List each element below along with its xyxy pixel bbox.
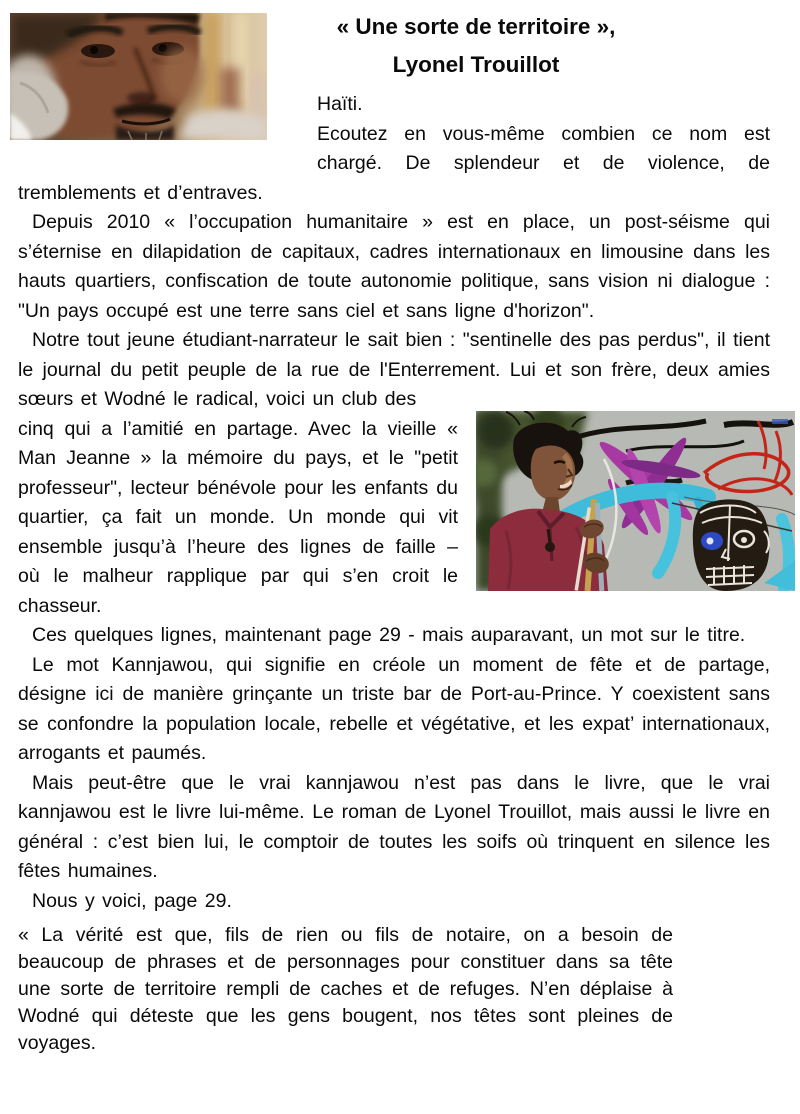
paragraph-narrateur-part2: cinq qui a l’amitié en partage. Avec la vieille « Man Jeanne » la mémoire du pays, et le "petit professeur", lecteur bénévole pour les enfants du quartier, ça fait un monde. Un monde qui vit ensemble jusqu’à l’heure des lignes de faille – où le malheur rapplique par qui s’en croit le chasseur. bbox=[18, 417, 458, 617]
paragraph-citation-page-29: « La vérité est que, fils de rien ou fils de notaire, on a besoin de beaucoup de phrases et de personnages pour constituer dans sa tête une sorte de territoire rempli de caches et de refuges. N’en déplaise à Wodné qui déteste que les gens bougent, nos têtes sont pleines de voyages. bbox=[18, 924, 673, 1054]
paragraph-nous-y-voici: Nous y voici, page 29. bbox=[32, 889, 232, 912]
author-photo bbox=[10, 13, 267, 140]
paragraph-ces-quelques-lignes: Ces quelques lignes, maintenant page 29 - mais auparavant, un mot sur le titre. bbox=[32, 624, 746, 646]
paragraph-depuis-2010: Depuis 2010 « l’occupation humanitaire » est en place, un post-séisme qui s’éternise en dilapidation de capitaux, cadres internationaux en limousine dans les hauts quartiers, confiscation de toute autonomie politique, sans vision ni dialogue : "Un pays occupé est une terre sans ciel et sans ligne d'horizon". bbox=[18, 211, 770, 322]
title-line-1: « Une sorte de territoire », bbox=[336, 14, 616, 39]
paragraph-narrateur-part1: Notre tout jeune étudiant-narrateur le sait bien : "sentinelle des pas perdus", il tient le journal du petit peuple de la rue de l'Enterrement. Lui et son frère, deux amies sœurs et Wodné le radical, voici un club des bbox=[18, 329, 770, 410]
paragraph-le-mot-kannjawou: Le mot Kannjawou, qui signifie en créole un moment de fête et de partage, désigne ici de manière grinçante un triste bar de Port-au-Prince. Y coexistent sans se confondre la population locale, rebelle et végétative, et les expat’ internationaux, arrogants et paumés. bbox=[18, 653, 770, 764]
mural-photo bbox=[476, 411, 795, 591]
paragraph-mais-peut-etre: Mais peut-être que le vrai kannjawou n’est pas dans le livre, que le vrai kannjawou est le livre lui-même. Le roman de Lyonel Trouillot, mais aussi le livre en général : c’est bien lui, le comptoir de toutes les soifs où trinquent en silence les fêtes humaines. bbox=[18, 771, 770, 882]
mural-photo-illustration bbox=[476, 411, 795, 591]
paragraph-haiti: Haïti. bbox=[317, 93, 363, 115]
paragraph-ecoutez: Ecoutez en vous-même combien ce nom est chargé. De splendeur et de violence, de tremblements et d’entraves. bbox=[18, 122, 770, 204]
title-line-2: Lyonel Trouillot bbox=[392, 52, 560, 77]
author-photo-illustration bbox=[10, 13, 267, 140]
